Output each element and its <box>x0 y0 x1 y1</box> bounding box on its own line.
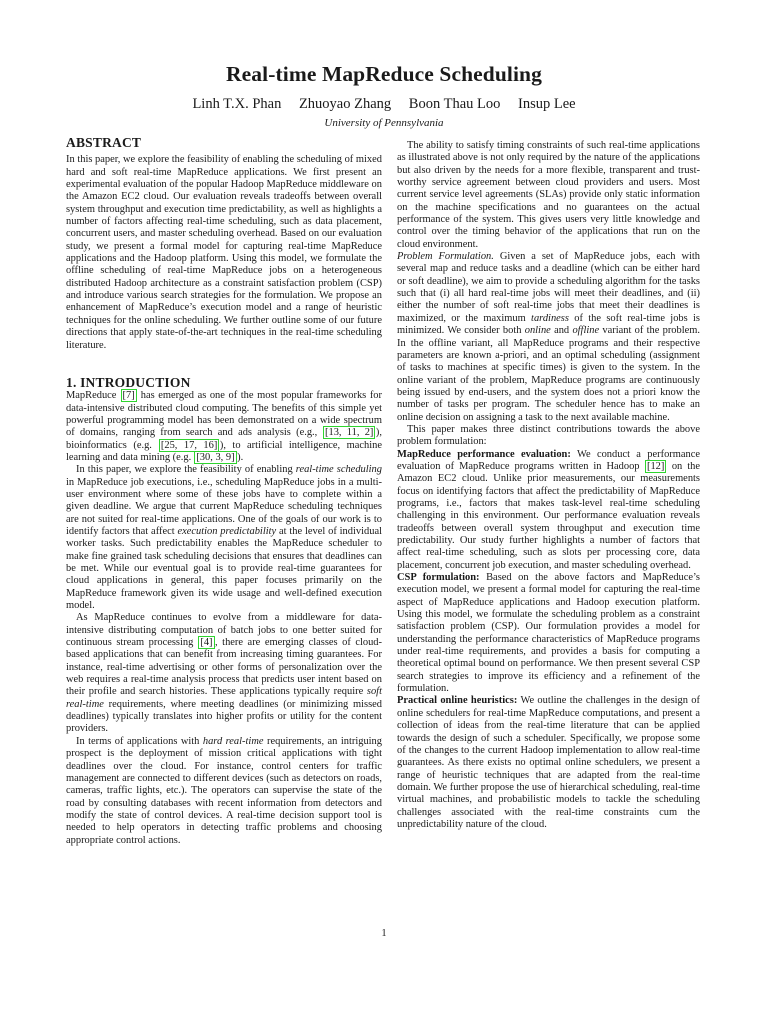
emphasis-text: tardiness <box>531 312 569 324</box>
body-paragraph <box>397 251 700 424</box>
text-run: As MapReduce continues to evolve from a middleware for data-intensive distributing computation of batch jobs to one better suited for continuous stream processing <box>66 612 382 649</box>
author-name: Insup Lee <box>517 96 576 112</box>
left-column <box>66 136 382 847</box>
intro-paragraph <box>66 390 382 464</box>
body-paragraph <box>397 572 700 695</box>
text-run: of the soft real-time jobs is minimized. We consider both <box>397 312 700 337</box>
body-paragraph: This paper makes three distinct contributions towards the above problem formulation: <box>397 423 700 448</box>
author-name: Boon Thau Loo <box>408 96 501 112</box>
text-run: at the level of individual worker tasks. Such predictability enables the MapReduce scheduler to make fine grained task scheduling decisions that ensures that deadlines can be met. While our eventual goal is to provide real-time guarantees for cloud applications in general, this paper focuses primarily on the MapReduce framework given its wide usage and well-defined execution model. <box>66 525 382 612</box>
introduction-heading: 1. INTRODUCTION <box>66 374 191 390</box>
citation-link[interactable]: [25, 17, 16] <box>160 439 218 451</box>
emphasis-text: soft real-time <box>66 686 382 710</box>
text-run: ). <box>237 451 244 463</box>
run-in-heading: Practical online heuristics: <box>397 695 518 707</box>
text-run: ), bioinformatics (e.g. <box>66 427 382 451</box>
author-list <box>0 96 768 113</box>
text-run: Based on the above factors and MapReduce’s execution model, we present a formal model for capturing the real-time aspect of MapReduce applications and Hadoop execution platform. Using this model, we formulate the scheduling problem as a constraint satisfaction problem (CSP). Our formulation provides a model for understanding the performance characteristics of MapReduce programs under real-time requirements, and provides a basis for computing a theoretical optimal bound on performance. We then present several CSP search strategies to improve its efficiency and a refinement of the formulation. <box>397 572 700 695</box>
affiliation: University of Pennsylvania <box>324 117 444 129</box>
text-run: has emerged as one of the most popular frameworks for data-intensive distributed cloud computing. The benefits of this simple yet powerful programming model has been demonstrated on a wide spectrum of domains, ranging from search and ads analysis (e.g., <box>66 390 382 439</box>
text-run: Given a set of MapReduce jobs, each with several map and reduce tasks and a deadline (which can be either hard or soft deadline), we aim to provide a scheduling algorithm for the tasks such that (i) all hard real-time jobs will meet their deadlines, and (ii) either the number of soft real-time jobs that meet their deadlines is maximized, or the maximum <box>397 251 700 324</box>
abstract-text: In this paper, we explore the feasibility of enabling the scheduling of mixed hard and soft real-time MapReduce applications. We first present an experimental evaluation of the popular Hadoop MapReduce middleware on the Amazon EC2 cloud. Our evaluation reveals tradeoffs between overall system throughput and execution time predictability, as well as highlights a number of factors affecting real-time scheduling, such as data placement, concurrent users, and master scheduling overhead. Based on our evaluation study, we present a formal model for capturing real-time MapReduce applications and the Hadoop platform. Using this model, we formulate the offline scheduling of real-time MapReduce jobs on a heterogeneous distributed Hadoop architecture as a constraint satisfaction problem (CSP) and introduce various search strategies for the formulation. We propose an enhancement of MapReduce’s execution model and a range of heuristic techniques for the online scheduling. We further outline some of our future directions that apply state-of-the-art techniques in the real-time scheduling literature. <box>66 154 382 351</box>
run-in-heading: MapReduce performance evaluation: <box>397 448 571 460</box>
text-run: MapReduce <box>66 390 121 402</box>
citation-link[interactable]: [7] <box>122 390 135 402</box>
text-run: variant of the problem. In the offline variant, all MapReduce programs and their respective parameters are known a-priori, and an optimal scheduling (assignment of tasks to machines at specific times) is given to the system. In the online variant of the problem, MapReduce programs are continuously being issued by end-users, and the system does not a priori know the number of tasks per program. The scheduler hence has to make an online decision on assigning a task to the next available machine. <box>397 325 701 423</box>
text-run: requirements, where meeting deadlines (or minimizing missed deadlines) typically translates into higher profits or utility for the content providers. <box>66 698 382 735</box>
author-name: Zhuoyao Zhang <box>298 96 392 112</box>
text-run: requirements, an intriguing prospect is the deployment of mission critical applications with tight deadlines over the cloud. For instance, control centers for traffic management are connected to different devices (such as detectors on roads, cameras, traffic lights, etc.). The operators can supervise the state of the road by consulting databases with recent information from detectors and modify the state of control devices. A real-time decision support tool is needed to help operators in detecting traffic problems and choosing appropriate control actions. <box>66 735 382 846</box>
intro-paragraph <box>66 612 382 735</box>
right-column <box>397 140 700 831</box>
intro-paragraph <box>66 736 382 847</box>
citation-link[interactable]: [30, 3, 9] <box>196 451 235 463</box>
text-run: and <box>550 325 573 337</box>
text-run: We conduct a performance evaluation of MapReduce programs written in Hadoop <box>397 448 700 472</box>
text-run: In this paper, we explore the feasibility of enabling <box>76 464 296 476</box>
emphasis-text: hard real-time <box>202 735 264 747</box>
citation-link[interactable]: [4] <box>200 637 213 649</box>
text-run: We outline the challenges in the design of online schedulers for real-time MapReduce computations, and present a collection of ideas from the real-time literature that can be applied towards the design of such a scheduler. Specifically, we propose some of the changes to the current Hadoop implementation to allow real-time guarantees. As there exists no optimal online schedulers, we present a range of heuristic techniques that are adapted from the real-time domain. We further propose the use of hierarchical scheduling, real-time virtual machines, and probabilistic models to tackle the scheduling challenges associated with the real-time constraints cum the unpredictability nature of the cloud. <box>397 695 700 830</box>
emphasis-text: execution predictability <box>177 525 277 537</box>
emphasis-text: offline <box>572 325 600 337</box>
intro-paragraph <box>66 464 382 612</box>
emphasis-text: online <box>524 325 551 337</box>
text-run: , there are emerging classes of cloud-based applications that can benefit from increasing timing guarantees. For instance, real-time advertising or other forms of personalization over the web requires a real-time analysis process that predicts user intent based on their profile and search histories. These applications typically require <box>66 637 382 698</box>
body-paragraph <box>397 695 700 831</box>
page-number: 1 <box>381 928 387 939</box>
text-run: on the Amazon EC2 cloud. Unlike prior measurements, our measurements focus on identifying factors that affect the predictability of MapReduce programs, i.e., factors that makes task-level real-time scheduling challenging in this environment. Our performance evaluation reveals tradeoffs between overall system throughput and execution time predictability. Our study further highlights a number of factors that affect real-time scheduling, such as slots per processing core, data placement, concurrent job execution, and master scheduling overhead. <box>397 460 700 571</box>
citation-link[interactable]: [12] <box>646 460 665 472</box>
run-in-heading: Problem Formulation. <box>397 251 494 263</box>
body-paragraph: The ability to satisfy timing constraints of such real-time applications as illustrated above is not only required by the nature of the applications but also driven by the needs for a more flexible, transparent and trust-worthy service agreement between cloud providers and users. Most current service level agreements (SLAs) provide only static information on the machine specifications and no guarantees on the actual performance of the system. This gives users very little knowledge and control over the timing behavior of the applications that run on the cloud environment. <box>397 140 700 250</box>
run-in-heading: CSP formulation: <box>397 572 480 584</box>
text-run: in MapReduce job executions, i.e., scheduling MapReduce jobs in a multi-user environment where some of these jobs have to complete within a given deadline. We argue that current MapReduce scheduling techniques are not suited for real-time applications. One of the goals of our work is to identify factors that affect <box>66 476 382 537</box>
abstract-heading: ABSTRACT <box>66 135 142 150</box>
citation-link[interactable]: [13, 11, 2] <box>325 427 374 439</box>
emphasis-text: real-time scheduling <box>295 464 382 476</box>
paper-title: Real-time MapReduce Scheduling <box>226 62 542 86</box>
text-run: In terms of applications with <box>76 735 203 747</box>
text-run: ), to artificial intelligence, machine learning and data mining (e.g. <box>66 439 383 463</box>
author-name: Linh T.X. Phan <box>192 96 282 112</box>
body-paragraph <box>397 449 700 572</box>
